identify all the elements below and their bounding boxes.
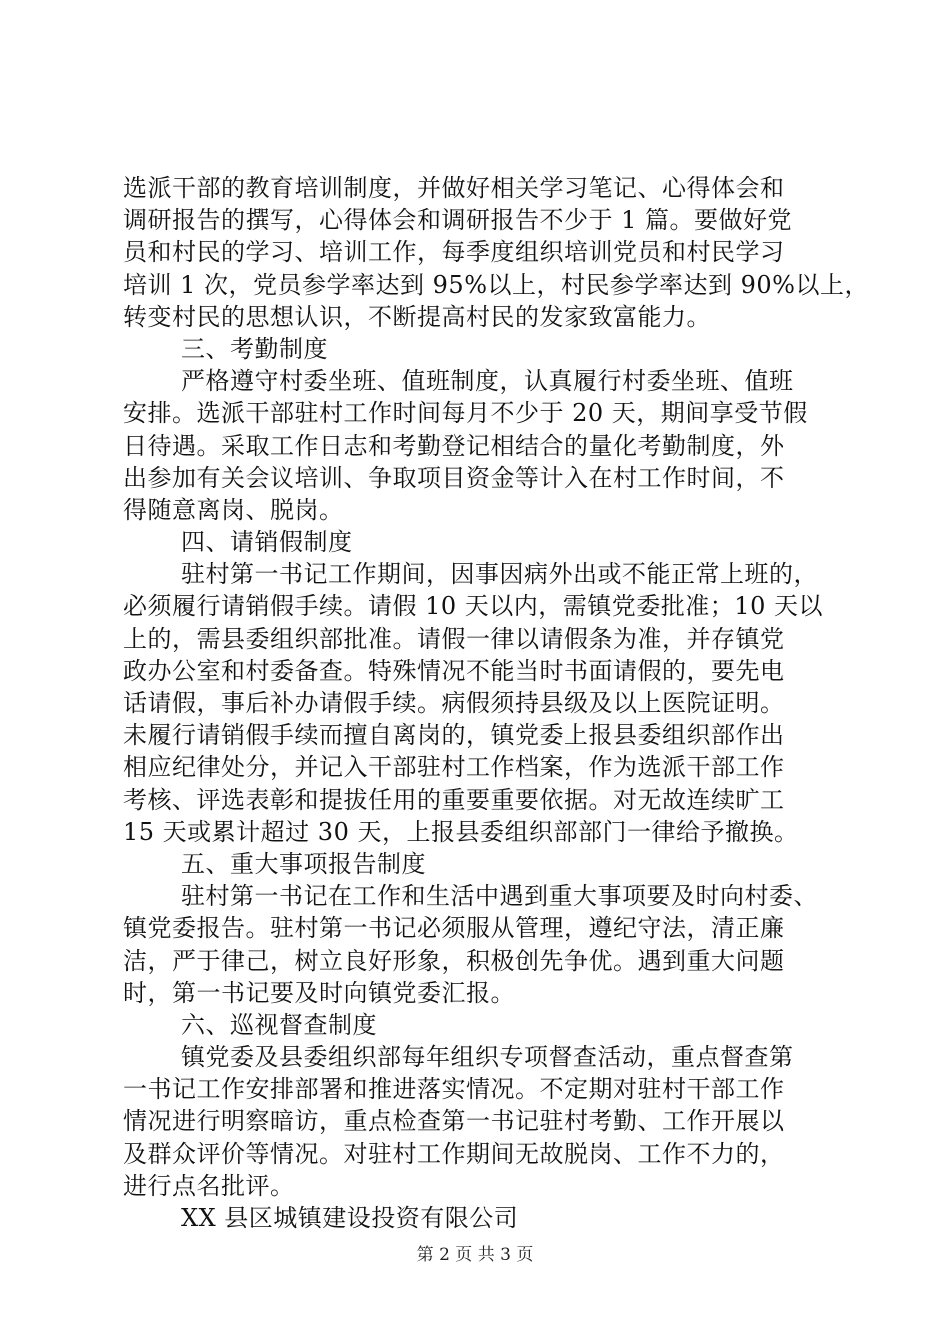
paragraph-line: 政办公室和村委备查。特殊情况不能当时书面请假的，要先电 — [123, 656, 785, 685]
paragraph-line: 镇党委报告。驻村第一书记必须服从管理，遵纪守法，清正廉 — [123, 914, 785, 943]
organization-signature: XX 县区城镇建设投资有限公司 — [181, 1204, 519, 1232]
paragraph-line: 调研报告的撰写，心得体会和调研报告不少于 1 篇。要做好党 — [123, 206, 793, 235]
paragraph-line: 及群众评价等情况。对驻村工作期间无故脱岗、工作不力的， — [123, 1139, 785, 1168]
section-heading-attendance: 三、考勤制度 — [181, 334, 328, 363]
paragraph-line: 转变村民的思想认识，不断提高村民的发家致富能力。 — [123, 302, 711, 331]
document-body — [123, 172, 869, 1234]
paragraph-line: 得随意离岗、脱岗。 — [123, 495, 344, 524]
paragraph-line: 相应纪律处分，并记入干部驻村工作档案，作为选派干部工作 — [123, 753, 785, 782]
paragraph-line: 培训 1 次，党员参学率达到 95%以上，村民参学率达到 90%以上， — [123, 270, 869, 299]
paragraph-line: 员和村民的学习、培训工作，每季度组织培训党员和村民学习 — [123, 238, 785, 267]
paragraph-line: 选派干部的教育培训制度，并做好相关学习笔记、心得体会和 — [123, 174, 785, 202]
paragraph-line: 上的，需县委组织部批准。请假一律以请假条为准，并存镇党 — [123, 624, 785, 653]
paragraph-line: 情况进行明察暗访，重点检查第一书记驻村考勤、工作开展以 — [123, 1107, 785, 1136]
paragraph-line: 进行点名批评。 — [123, 1171, 295, 1200]
paragraph-line: 15 天或累计超过 30 天，上报县委组织部部门一律给予撤换。 — [123, 817, 799, 846]
paragraph-line: 时，第一书记要及时向镇党委汇报。 — [123, 978, 515, 1007]
paragraph-line: 驻村第一书记在工作和生活中遇到重大事项要及时向村委、 — [181, 882, 818, 911]
paragraph-line: 未履行请销假手续而擅自离岗的，镇党委上报县委组织部作出 — [123, 721, 785, 750]
page-number-footer: 第 2 页 共 3 页 — [416, 1245, 534, 1265]
paragraph-line: 必须履行请销假手续。请假 10 天以内，需镇党委批准；10 天以 — [123, 592, 823, 621]
paragraph-line: 驻村第一书记工作期间，因事因病外出或不能正常上班的， — [181, 560, 818, 589]
paragraph-line: 出参加有关会议培训、争取项目资金等计入在村工作时间，不 — [123, 463, 785, 492]
section-heading-major-reporting: 五、重大事项报告制度 — [181, 849, 426, 878]
paragraph-line: 话请假，事后补办请假手续。病假须持县级及以上医院证明。 — [123, 689, 785, 717]
section-heading-inspection: 六、巡视督查制度 — [181, 1010, 377, 1039]
paragraph-line: 严格遵守村委坐班、值班制度，认真履行村委坐班、值班 — [181, 367, 794, 396]
paragraph-line: 镇党委及县委组织部每年组织专项督查活动，重点督查第 — [181, 1043, 794, 1072]
paragraph-line: 日待遇。采取工作日志和考勤登记相结合的量化考勤制度，外 — [123, 431, 785, 460]
paragraph-line: 洁，严于律己，树立良好形象，积极创先争优。遇到重大问题 — [123, 946, 785, 975]
paragraph-line: 一书记工作安排部署和推进落实情况。不定期对驻村干部工作 — [123, 1075, 785, 1104]
paragraph-line: 考核、评选表彰和提拔任用的重要重要依据。对无故连续旷工 — [123, 785, 785, 814]
section-heading-leave: 四、请销假制度 — [181, 528, 353, 557]
paragraph-line: 安排。选派干部驻村工作时间每月不少于 20 天，期间享受节假 — [123, 399, 808, 428]
